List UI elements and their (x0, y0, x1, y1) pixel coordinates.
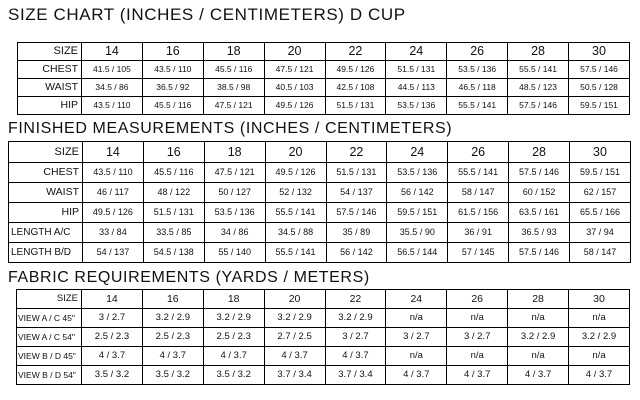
table-cell: n/a (447, 309, 508, 328)
table-cell: 46.5 / 118 (447, 79, 508, 97)
size-header-cell: 20 (264, 290, 325, 309)
fabric-requirements-title: FABRIC REQUIREMENTS (YARDS / METERS) (8, 269, 370, 286)
row-label: CHEST (18, 61, 82, 79)
table-cell: 3.2 / 2.9 (325, 309, 386, 328)
table-cell: n/a (386, 347, 447, 366)
size-header-cell: 30 (569, 43, 630, 61)
row-label: VIEW A / C 54" (17, 328, 82, 347)
size-header-row (18, 43, 630, 61)
size-header-cell: 24 (387, 142, 448, 163)
table-cell: 56 / 142 (326, 243, 387, 263)
table-cell: 51.5 / 131 (143, 203, 204, 223)
table-cell: 36.5 / 92 (142, 79, 203, 97)
row-label: WAIST (9, 183, 83, 203)
size-header-cell: 22 (326, 142, 387, 163)
table-cell: 61.5 / 156 (448, 203, 509, 223)
table-row (17, 328, 630, 347)
table-cell: 4 / 3.7 (203, 347, 264, 366)
row-label: LENGTH A/C (9, 223, 83, 243)
table-cell: 4 / 3.7 (82, 347, 143, 366)
size-header-cell: 30 (569, 290, 630, 309)
row-label: LENGTH B/D (9, 243, 83, 263)
table-cell: 55.5 / 141 (265, 203, 326, 223)
table-cell: 42.5 / 108 (325, 79, 386, 97)
size-header-row (9, 142, 631, 163)
size-header-cell: 16 (143, 142, 204, 163)
table-cell: 3.2 / 2.9 (203, 309, 264, 328)
table-cell: 57.5 / 146 (326, 203, 387, 223)
table-cell: 51.5 / 131 (325, 97, 386, 115)
size-header-cell: 24 (386, 290, 447, 309)
table-cell: 34 / 86 (204, 223, 265, 243)
size-header-cell: 18 (204, 142, 265, 163)
table-cell: 3 / 2.7 (447, 328, 508, 347)
table-cell: 3.5 / 3.2 (203, 366, 264, 385)
table-cell: n/a (386, 309, 447, 328)
table-cell: 53.5 / 136 (386, 97, 447, 115)
size-header-cell: 20 (265, 142, 326, 163)
size-header-cell: 22 (325, 290, 386, 309)
size-header-cell: 14 (82, 43, 143, 61)
table-row (17, 366, 630, 385)
row-label: HIP (18, 97, 82, 115)
table-row (18, 61, 630, 79)
table-cell: 3.7 / 3.4 (325, 366, 386, 385)
size-header-cell: 26 (447, 43, 508, 61)
finished-measurements-title: FINISHED MEASUREMENTS (INCHES / CENTIMETERS) (8, 120, 453, 137)
size-header-label: SIZE (18, 43, 82, 61)
table-cell: 59.5 / 151 (569, 97, 630, 115)
row-label: CHEST (9, 163, 83, 183)
size-header-cell: 14 (83, 142, 144, 163)
size-chart-title: SIZE CHART (INCHES / CENTIMETERS) D CUP (8, 5, 406, 24)
size-header-cell: 20 (264, 43, 325, 61)
table-cell: 60 / 152 (509, 183, 570, 203)
table-cell: 3 / 2.7 (82, 309, 143, 328)
table-cell: 57.5 / 146 (509, 163, 570, 183)
table-cell: 55.5 / 141 (265, 243, 326, 263)
table-cell: 35 / 89 (326, 223, 387, 243)
table-cell: 36 / 91 (448, 223, 509, 243)
size-header-cell: 28 (508, 43, 569, 61)
table-cell: 47.5 / 121 (203, 97, 264, 115)
table-cell: 4 / 3.7 (325, 347, 386, 366)
table-cell: 3 / 2.7 (386, 328, 447, 347)
size-header-cell: 18 (203, 290, 264, 309)
table-cell: 57.5 / 146 (569, 61, 630, 79)
table-cell: 3 / 2.7 (325, 328, 386, 347)
table-cell: 49.5 / 126 (264, 97, 325, 115)
table-cell: 3.2 / 2.9 (142, 309, 203, 328)
table-cell: 53.5 / 136 (447, 61, 508, 79)
table-cell: 45.5 / 116 (143, 163, 204, 183)
table-cell: 58 / 147 (448, 183, 509, 203)
table-cell: 47.5 / 121 (264, 61, 325, 79)
table-cell: 4 / 3.7 (508, 366, 569, 385)
table-cell: 59.5 / 151 (570, 163, 631, 183)
table-cell: 3.5 / 3.2 (142, 366, 203, 385)
table-cell: 51.5 / 131 (386, 61, 447, 79)
table-row (9, 163, 631, 183)
table-row (17, 309, 630, 328)
table-cell: 40.5 / 103 (264, 79, 325, 97)
table-cell: 2.5 / 2.3 (142, 328, 203, 347)
table-cell: 4 / 3.7 (447, 366, 508, 385)
table-cell: 53.5 / 136 (387, 163, 448, 183)
table-cell: 58 / 147 (570, 243, 631, 263)
table-row (18, 97, 630, 115)
size-header-cell: 14 (82, 290, 143, 309)
table-cell: 45.5 / 116 (142, 97, 203, 115)
table-cell: 34.5 / 88 (265, 223, 326, 243)
table-cell: 36.5 / 93 (509, 223, 570, 243)
table-cell: 50.5 / 128 (569, 79, 630, 97)
size-header-label: SIZE (17, 290, 82, 309)
table-cell: 2.5 / 2.3 (82, 328, 143, 347)
table-cell: 65.5 / 166 (570, 203, 631, 223)
table-cell: 51.5 / 131 (326, 163, 387, 183)
size-header-cell: 24 (386, 43, 447, 61)
table-cell: 43.5 / 110 (142, 61, 203, 79)
size-header-cell: 26 (447, 290, 508, 309)
table-cell: 57.5 / 146 (508, 97, 569, 115)
table-cell: 43.5 / 110 (83, 163, 144, 183)
table-cell: 35.5 / 90 (387, 223, 448, 243)
table-cell: 55.5 / 141 (448, 163, 509, 183)
table-cell: 49.5 / 126 (265, 163, 326, 183)
table-cell: 4 / 3.7 (386, 366, 447, 385)
table-row (9, 223, 631, 243)
table-cell: 3.7 / 3.4 (264, 366, 325, 385)
size-chart-table (17, 42, 630, 115)
table-row (9, 183, 631, 203)
table-cell: 4 / 3.7 (569, 366, 630, 385)
table-cell: 2.5 / 2.3 (203, 328, 264, 347)
table-cell: 53.5 / 136 (204, 203, 265, 223)
table-cell: 3.2 / 2.9 (264, 309, 325, 328)
table-cell: 59.5 / 151 (387, 203, 448, 223)
table-cell: n/a (569, 347, 630, 366)
table-cell: 54 / 137 (326, 183, 387, 203)
table-row (9, 203, 631, 223)
table-cell: n/a (569, 309, 630, 328)
table-cell: 37 / 94 (570, 223, 631, 243)
table-cell: 54.5 / 138 (143, 243, 204, 263)
size-header-cell: 18 (203, 43, 264, 61)
table-cell: 57 / 145 (448, 243, 509, 263)
table-cell: 33.5 / 85 (143, 223, 204, 243)
table-cell: 3.2 / 2.9 (569, 328, 630, 347)
row-label: HIP (9, 203, 83, 223)
size-header-cell: 26 (448, 142, 509, 163)
table-cell: n/a (508, 309, 569, 328)
table-cell: 48 / 122 (143, 183, 204, 203)
table-cell: 43.5 / 110 (82, 97, 143, 115)
table-cell: 4 / 3.7 (264, 347, 325, 366)
table-cell: 44.5 / 113 (386, 79, 447, 97)
table-row (17, 347, 630, 366)
size-header-cell: 28 (508, 290, 569, 309)
table-cell: 4 / 3.7 (142, 347, 203, 366)
table-cell: 56.5 / 144 (387, 243, 448, 263)
table-cell: 48.5 / 123 (508, 79, 569, 97)
table-cell: 63.5 / 161 (509, 203, 570, 223)
size-header-cell: 28 (509, 142, 570, 163)
table-cell: 41.5 / 105 (82, 61, 143, 79)
table-row (18, 79, 630, 97)
table-cell: 57.5 / 146 (509, 243, 570, 263)
table-cell: 49.5 / 126 (83, 203, 144, 223)
size-header-cell: 16 (142, 290, 203, 309)
table-cell: 46 / 117 (83, 183, 144, 203)
table-cell: 52 / 132 (265, 183, 326, 203)
size-header-cell: 30 (570, 142, 631, 163)
table-cell: 3.5 / 3.2 (82, 366, 143, 385)
table-cell: 54 / 137 (83, 243, 144, 263)
table-row (9, 243, 631, 263)
size-header-cell: 22 (325, 43, 386, 61)
size-header-label: SIZE (9, 142, 83, 163)
fabric-requirements-table (16, 289, 630, 385)
row-label: VIEW A / C 45" (17, 309, 82, 328)
row-label: VIEW B / D 54" (17, 366, 82, 385)
table-cell: n/a (508, 347, 569, 366)
table-cell: 33 / 84 (83, 223, 144, 243)
table-cell: 62 / 157 (570, 183, 631, 203)
table-cell: 49.5 / 126 (325, 61, 386, 79)
table-cell: 50 / 127 (204, 183, 265, 203)
table-cell: 34.5 / 86 (82, 79, 143, 97)
table-cell: n/a (447, 347, 508, 366)
table-cell: 55 / 140 (204, 243, 265, 263)
row-label: VIEW B / D 45" (17, 347, 82, 366)
table-cell: 56 / 142 (387, 183, 448, 203)
table-cell: 55.5 / 141 (447, 97, 508, 115)
size-header-row (17, 290, 630, 309)
row-label: WAIST (18, 79, 82, 97)
table-cell: 2.7 / 2.5 (264, 328, 325, 347)
table-cell: 3.2 / 2.9 (508, 328, 569, 347)
table-cell: 38.5 / 98 (203, 79, 264, 97)
table-cell: 45.5 / 116 (203, 61, 264, 79)
size-header-cell: 16 (142, 43, 203, 61)
table-cell: 55.5 / 141 (508, 61, 569, 79)
table-cell: 47.5 / 121 (204, 163, 265, 183)
finished-measurements-table (8, 141, 631, 263)
